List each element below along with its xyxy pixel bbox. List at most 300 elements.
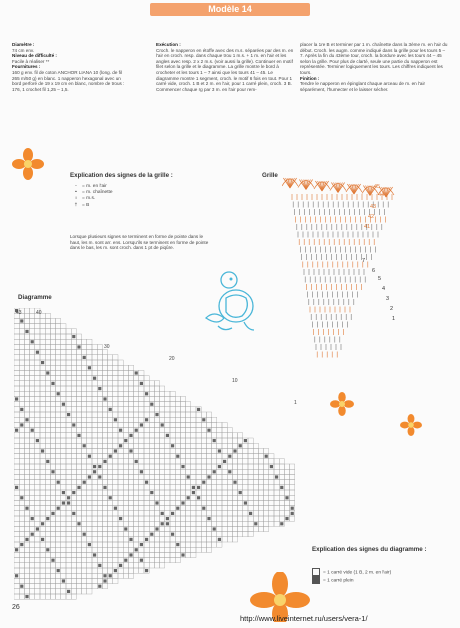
diagram-cell [35,521,40,526]
diagram-cell [186,407,191,412]
diagram-cell [56,537,61,542]
diagram-cell [175,438,180,443]
diagram-cell [238,511,243,516]
diagram-cell [97,469,102,474]
diagram-filled-cell [41,538,44,541]
diagram-cell [154,459,159,464]
diagram-cell [149,422,154,427]
diagram-cell [191,438,196,443]
diagram-cell [14,568,19,573]
diagram-cell [45,407,50,412]
diagram-cell [61,428,66,433]
diagram-cell [102,428,107,433]
diagram-cell [61,339,66,344]
diagram-cell [165,542,170,547]
diagram-cell [14,552,19,557]
diagram-cell [134,412,139,417]
footer-url[interactable]: http://www.liveinternet.ru/users/vera-1/ [240,614,368,623]
diagram-cell [134,454,139,459]
diagram-cell [56,350,61,355]
diagram-cell [87,448,92,453]
diagram-cell [24,339,29,344]
diagram-cell [45,339,50,344]
diagram-cell [76,558,81,563]
diagram-cell [19,506,24,511]
diagram-cell [180,454,185,459]
diagram-cell [144,469,149,474]
diagram-cell [175,417,180,422]
diagram-cell [248,506,253,511]
diagram-cell [123,474,128,479]
diagram-filled-cell [15,397,18,400]
diagram-cell [134,542,139,547]
diagram-cell [71,448,76,453]
diagram-cell [186,490,191,495]
diagram-cell [30,547,35,552]
diagram-cell [290,485,295,490]
diagram-cell [30,558,35,563]
diagram-filled-cell [88,543,91,546]
diagram-cell [123,412,128,417]
diagram-cell [19,402,24,407]
diagram-cell [201,490,206,495]
diagram-cell [50,355,55,360]
diagram-cell [154,396,159,401]
diagram-cell [128,500,133,505]
diagram-cell [191,459,196,464]
diagram-cell [24,573,29,578]
diagram-cell [118,438,123,443]
diagram-cell [238,500,243,505]
diagram-cell [196,448,201,453]
diagram-filled-cell [77,345,80,348]
diagram-cell [222,448,227,453]
diagram-cell [274,480,279,485]
diagram-cell [139,391,144,396]
diagram-cell [212,500,217,505]
diagram-cell [92,443,97,448]
diagram-cell [139,490,144,495]
diagram-cell [102,516,107,521]
diagram-cell [170,428,175,433]
diagram-cell [61,469,66,474]
diagram-cell [87,521,92,526]
diagram-cell [14,422,19,427]
diagram-cell [14,584,19,589]
diagram-cell [76,422,81,427]
diagram-cell [40,589,45,594]
diagram-cell [61,521,66,526]
diagram-cell [66,454,71,459]
diagram-cell [14,506,19,511]
diagram-cell [61,417,66,422]
diagram-cell [82,344,87,349]
diagram-cell [97,500,102,505]
diagram-cell [248,500,253,505]
diagram-cell [134,500,139,505]
diagram-cell [165,480,170,485]
diagram-cell [87,563,92,568]
diagram-cell [191,422,196,427]
diagram-cell [118,537,123,542]
diagram-filled-cell [103,574,106,577]
diagram-cell [284,485,289,490]
diagram-cell [87,495,92,500]
diagram-cell [123,391,128,396]
diagram-cell [45,578,50,583]
diagram-cell [97,490,102,495]
diagram-cell [50,344,55,349]
diagram-cell [87,459,92,464]
diagram-cell [186,422,191,427]
diagram-cell [87,490,92,495]
diagram-cell [108,370,113,375]
diagram-cell [40,381,45,386]
diagram-cell [45,563,50,568]
diagram-cell [56,464,61,469]
diagram-cell [19,500,24,505]
diagram-cell [45,428,50,433]
diagram-cell [56,500,61,505]
diagram-cell [82,360,87,365]
diagram-cell [66,537,71,542]
diagram-cell [24,474,29,479]
diagram-cell [149,506,154,511]
diagram-filled-cell [285,517,288,520]
diagram-cell [269,490,274,495]
diagram-cell [61,329,66,334]
diagram-cell [14,391,19,396]
diagram-cell [24,558,29,563]
diagram-cell [19,589,24,594]
diagram-cell [108,511,113,516]
diagram-cell [206,532,211,537]
diagram-cell [128,506,133,511]
diagram-cell [82,485,87,490]
diagram-cell [87,391,92,396]
diagram-cell [128,438,133,443]
level-label: Niveau de difficulté : [12,53,57,59]
diagram-cell [123,552,128,557]
diagram-cell [160,516,165,521]
diagram-cell [170,547,175,552]
diagram-filled-cell [25,418,28,421]
diagram-cell [118,402,123,407]
diagram-cell [19,329,24,334]
diagram-filled-cell [239,444,242,447]
diagram-cell [160,480,165,485]
diagram-cell [108,396,113,401]
diagram-filled-cell [46,517,49,520]
diagram-cell [97,485,102,490]
diagram-cell [97,495,102,500]
diagram-cell [66,547,71,552]
diagram-cell [61,537,66,542]
diagram-cell [76,589,81,594]
diagram-cell [30,526,35,531]
diagram-cell [118,521,123,526]
diagram-cell [134,552,139,557]
diagram-cell [102,448,107,453]
diagram-cell [118,490,123,495]
diagram-filled-cell [77,486,80,489]
diagram-cell [222,511,227,516]
diagram-cell [30,438,35,443]
diagram-cell [134,563,139,568]
diagram-cell [279,480,284,485]
diagram-cell [19,355,24,360]
diagram-cell [30,490,35,495]
diagram-cell [82,506,87,511]
diagram-cell [118,526,123,531]
diagram-cell [71,412,76,417]
diagram-cell [206,422,211,427]
diagram-cell [206,547,211,552]
diagram-cell [128,402,133,407]
diagram-cell [144,381,149,386]
diagram-cell [35,480,40,485]
diagram-cell [56,563,61,568]
diagram-cell [24,584,29,589]
diagram-cell [45,464,50,469]
diagram-cell [149,552,154,557]
diagram-cell [139,428,144,433]
diagram-cell [108,552,113,557]
diagram-cell [97,350,102,355]
diagram-cell [92,485,97,490]
diagram-cell [30,474,35,479]
diagram-filled-cell [72,335,75,338]
diagram-cell [264,495,269,500]
diagram-cell [14,500,19,505]
diagram-filled-cell [41,361,44,364]
diagram-cell [149,563,154,568]
diagram-cell [243,485,248,490]
diagram-filled-cell [161,522,164,525]
diagram-cell [24,568,29,573]
diagram-cell [24,480,29,485]
diagram-cell [274,516,279,521]
diagram-cell [61,433,66,438]
diagram-cell [232,500,237,505]
diagram-cell [24,469,29,474]
diagram-cell [175,402,180,407]
execution-label: Exécution : [156,42,181,47]
diagram-filled-cell [72,423,75,426]
diagram-cell [170,433,175,438]
diagram-cell [144,526,149,531]
diagram-cell [97,506,102,511]
diagram-cell [144,407,149,412]
diagram-cell [82,417,87,422]
diagram-cell [264,500,269,505]
diagram-cell [180,443,185,448]
diagram-cell [71,391,76,396]
diagram-cell [196,480,201,485]
diagram-cell [113,464,118,469]
diagram-cell [217,511,222,516]
diagram-cell [50,485,55,490]
diagram-cell [87,355,92,360]
diagram-cell [24,485,29,490]
diagram-cell [154,443,159,448]
diagram-cell [113,485,118,490]
diagram-cell [14,563,19,568]
diagram-cell [66,334,71,339]
diagram-cell [76,469,81,474]
diagram-cell [14,448,19,453]
diagram-cell [66,433,71,438]
diagram-cell [154,422,159,427]
diagram-cell [56,516,61,521]
diagram-cell [217,459,222,464]
diagram-cell [76,381,81,386]
diagram-cell [201,500,206,505]
diagram-cell [97,355,102,360]
diagram-filled-cell [197,408,200,411]
diagram-cell [24,532,29,537]
diagram-cell [14,318,19,323]
diagram-cell [14,459,19,464]
diagram-round-number: 43 [16,310,22,316]
diagram-cell [154,474,159,479]
diagram-cell [170,490,175,495]
diagram-cell [191,516,196,521]
diagram-cell [248,464,253,469]
diagram-cell [243,490,248,495]
diagram-cell [149,459,154,464]
diagram-cell [87,547,92,552]
diagram-cell [180,474,185,479]
diagram-filled-cell [187,475,190,478]
diagram-cell [108,480,113,485]
diagram-cell [56,448,61,453]
diagram-cell [258,521,263,526]
diagram-cell [274,511,279,516]
diagram-cell [238,469,243,474]
diagram-cell [50,480,55,485]
diagram-cell [35,490,40,495]
diagram-cell [201,537,206,542]
diagram-cell [118,547,123,552]
diagram-filled-cell [25,330,28,333]
diagram-cell [61,443,66,448]
diagram-cell [222,506,227,511]
diagram-cell [290,495,295,500]
diagram-cell [201,469,206,474]
diagram-cell [108,355,113,360]
diagram-cell [82,381,87,386]
diagram-cell [50,495,55,500]
diagram-cell [128,396,133,401]
diagram-cell [113,438,118,443]
diagram-cell [123,500,128,505]
diagram-cell [186,516,191,521]
diagram-cell [19,381,24,386]
diagram-cell [206,537,211,542]
diagram-cell [35,578,40,583]
diagram-cell [30,329,35,334]
diagram-cell [108,402,113,407]
diagram-cell [92,563,97,568]
diagram-cell [45,344,50,349]
diagram-cell [35,516,40,521]
diagram-cell [128,547,133,552]
diagram-cell [35,329,40,334]
diagram-filled-cell [51,470,54,473]
diagram-cell [180,495,185,500]
diagram-cell [113,521,118,526]
diagram-cell [87,506,92,511]
diagram-cell [123,381,128,386]
diagram-cell [170,422,175,427]
diagram-cell [206,500,211,505]
diagram-cell [30,308,35,313]
diagram-filled-cell [41,449,44,452]
diagram-cell [66,459,71,464]
diagram-cell [269,511,274,516]
diagram-cell [201,459,206,464]
diagram-filled-cell [15,486,18,489]
diagram-cell [102,532,107,537]
diagram-filled-cell [140,543,143,546]
diagram-cell [191,433,196,438]
diagram-cell [123,464,128,469]
diagram-cell [14,329,19,334]
diagram-cell [71,526,76,531]
diagram-cell [82,454,87,459]
diagram-cell [118,365,123,370]
diagram-cell [253,500,258,505]
diagram-cell [186,506,191,511]
diagram-cell [186,532,191,537]
diagram-cell [92,558,97,563]
diagram-cell [92,542,97,547]
diagram-cell [118,500,123,505]
diagram-cell [87,422,92,427]
diagram-cell [56,370,61,375]
diagram-cell [269,521,274,526]
diagram-cell [19,334,24,339]
diagram-cell [118,568,123,573]
diagram-cell [191,506,196,511]
diagram-filled-cell [161,423,164,426]
diagram-cell [196,542,201,547]
diagram-cell [274,459,279,464]
diagram-cell [97,402,102,407]
diagram-cell [144,563,149,568]
diagram-cell [102,355,107,360]
diagram-cell [56,584,61,589]
diagram-cell [14,495,19,500]
diagram-cell [232,454,237,459]
diagram-cell [217,516,222,521]
diagram-cell [196,464,201,469]
diagram-cell [19,537,24,542]
diagram-cell [76,547,81,552]
diagram-cell [76,412,81,417]
diagram-cell [118,412,123,417]
diagram-cell [186,537,191,542]
diagram-cell [186,412,191,417]
diagram-cell [186,443,191,448]
diagram-cell [61,568,66,573]
diagram-cell [40,443,45,448]
diagram-cell [56,324,61,329]
flower-icon [330,392,354,416]
diagram-cell [76,407,81,412]
diagram-filled-cell [171,533,174,536]
